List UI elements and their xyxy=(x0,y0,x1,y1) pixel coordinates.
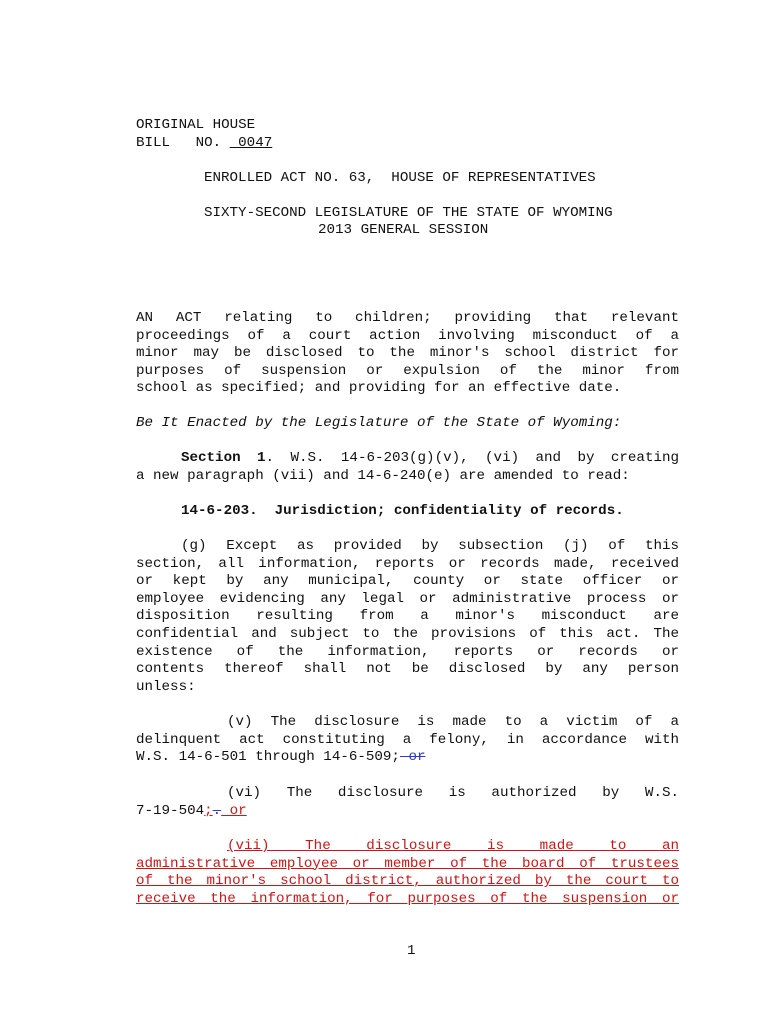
paragraph-v xyxy=(136,714,679,767)
act-title-paragraph xyxy=(136,310,679,398)
subsection-g-line: section, all information, reports or records made, received xyxy=(136,555,679,572)
title-line: purposes of suspension or expulsion of the minor from xyxy=(136,362,679,379)
paragraph-vi-line xyxy=(136,803,679,821)
subsection-g-line: unless: xyxy=(136,678,196,695)
inserted-or: or xyxy=(221,802,247,819)
section-1-line xyxy=(136,450,679,468)
enrolled-act-line: ENROLLED ACT NO. 63, HOUSE OF REPRESENTATIVES xyxy=(204,170,596,186)
title-line: minor may be disclosed to the minor's school district for xyxy=(136,345,679,362)
subsection-g-line: contents thereof shall not be disclosed by any person xyxy=(136,661,679,678)
subsection-g-line: or kept by any municipal, county or state officer or xyxy=(136,573,679,590)
title-line: school as specified; and providing for an effective date. xyxy=(136,380,622,397)
struck-period: . xyxy=(212,802,222,819)
paragraph-v-text: W.S. 14-6-501 through 14-6-509; xyxy=(136,749,400,766)
title-line: AN ACT relating to children; providing that relevant xyxy=(136,310,679,326)
title-line: proceedings of a court action involving misconduct of a xyxy=(136,327,679,344)
header-bill-number-line xyxy=(136,135,272,153)
section-1-paragraph xyxy=(136,450,679,485)
subsection-g-line: (g) Except as provided by subsection (j) of this xyxy=(181,538,679,554)
paragraph-vi-citation: 7-19-504 xyxy=(136,802,205,819)
bill-number: 0047 xyxy=(229,135,273,151)
paragraph-v-line xyxy=(136,749,679,767)
subsection-g-line: employee evidencing any legal or administrative process or xyxy=(136,590,679,607)
paragraph-vii-line: receive the information, for purposes of the suspension or xyxy=(136,890,679,907)
subsection-g xyxy=(136,538,679,696)
paragraph-vii-line: administrative employee or member of the board of trustees xyxy=(136,855,679,872)
subsection-g-line: confidential and subject to the provisions of this act. The xyxy=(136,625,679,642)
section-1-line: a new paragraph (vii) and 14-6-240(e) are amended to read: xyxy=(136,467,630,484)
statute-heading: 14-6-203. Jurisdiction; confidentiality of records. xyxy=(181,503,624,519)
paragraph-v-line: delinquent act constituting a felony, in accordance with xyxy=(136,731,679,748)
paragraph-vii xyxy=(136,838,679,908)
enacting-clause: Be It Enacted by the Legislature of the State of Wyoming: xyxy=(136,415,622,431)
page-number: 1 xyxy=(407,943,416,959)
paragraph-vii-line: (vii) The disclosure is made to an xyxy=(227,838,679,854)
struck-or: or xyxy=(399,749,426,766)
legislature-line: SIXTY-SECOND LEGISLATURE OF THE STATE OF WYOMING xyxy=(204,205,613,221)
paragraph-vi xyxy=(136,785,679,820)
paragraph-v-line: (v) The disclosure is made to a victim of a xyxy=(227,714,679,730)
header-line-original-house: ORIGINAL HOUSE xyxy=(136,117,256,133)
subsection-g-line: disposition resulting from a minor's misconduct are xyxy=(136,608,679,625)
subsection-g-line: existence of the information, reports or records or xyxy=(136,643,679,660)
bill-label: BILL NO. xyxy=(136,135,230,151)
paragraph-vi-line: (vi) The disclosure is authorized by W.S. xyxy=(227,785,679,801)
session-line: 2013 GENERAL SESSION xyxy=(318,222,489,238)
section-label: Section 1 xyxy=(181,450,266,466)
section-1-text: . W.S. 14-6-203(g)(v), (vi) and by creating xyxy=(265,450,679,466)
inserted-semicolon: ; xyxy=(204,802,213,819)
paragraph-vii-line: of the minor's school district, authorized by the court to xyxy=(136,873,679,890)
